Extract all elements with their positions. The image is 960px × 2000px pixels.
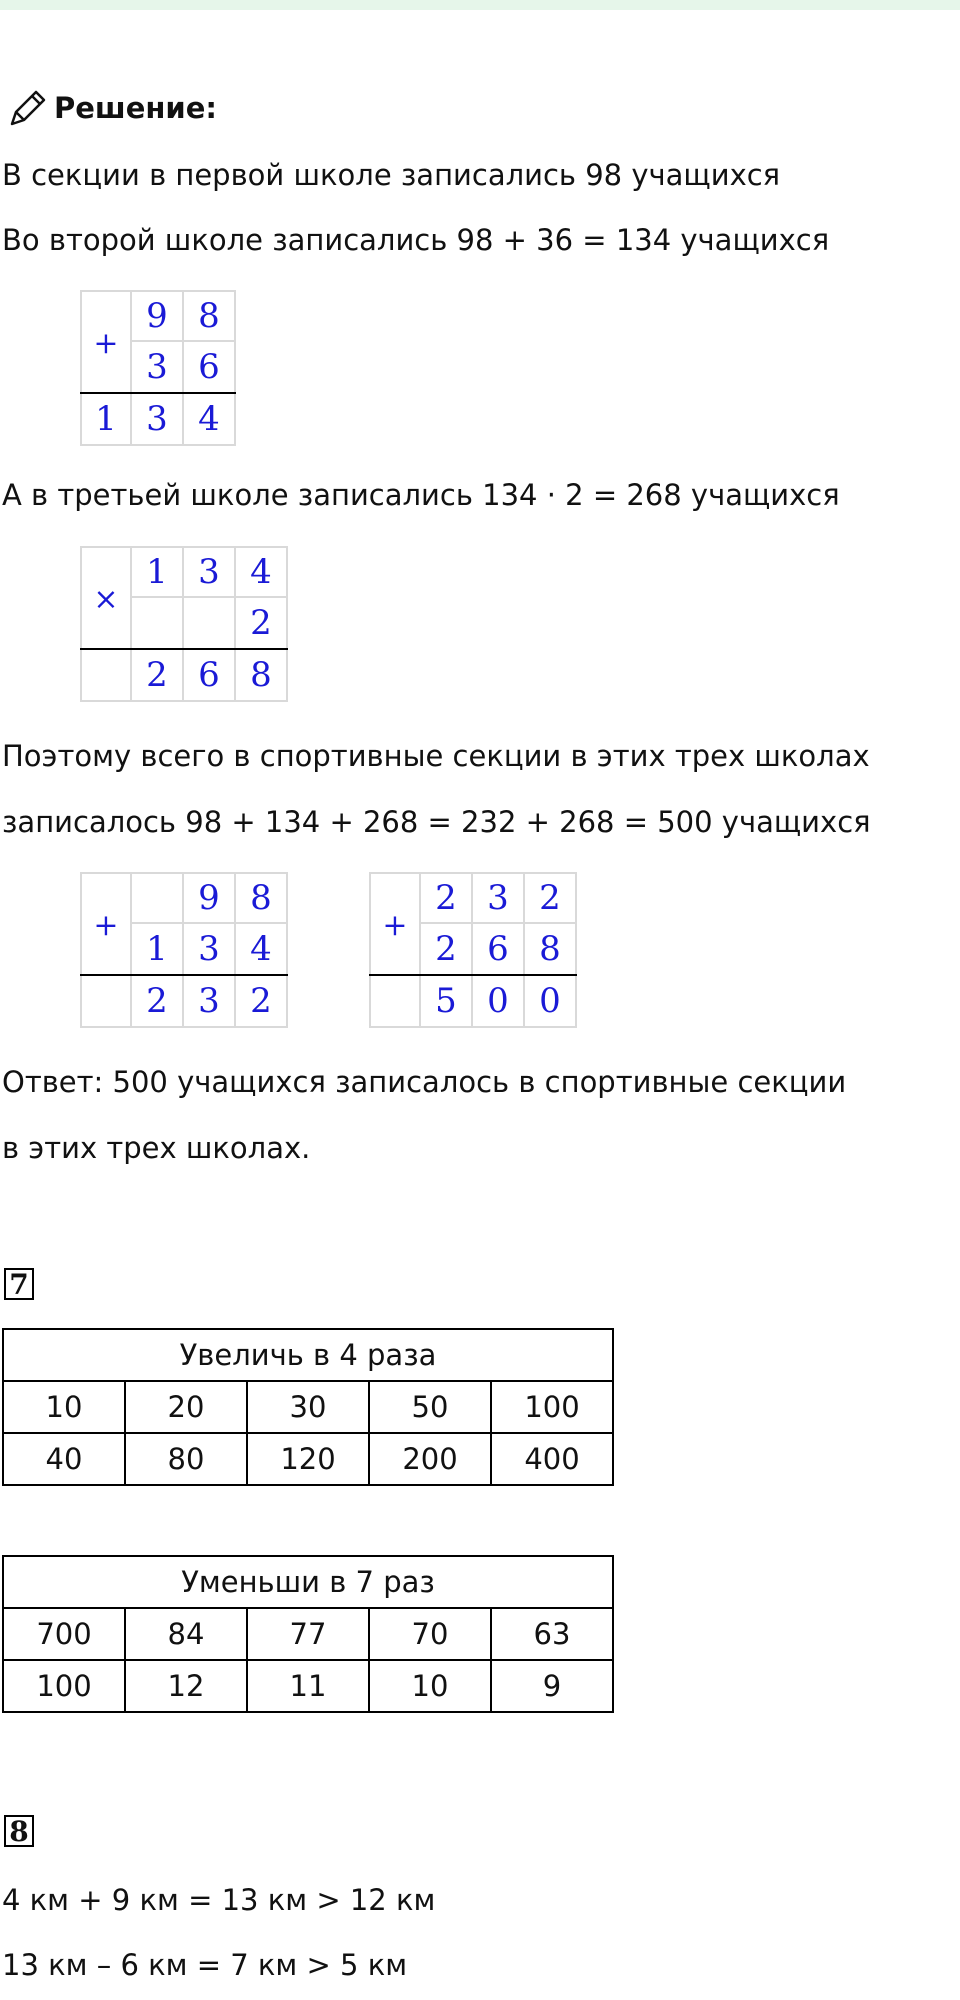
digit-cell: 8 <box>525 924 577 976</box>
table-cell: 77 <box>247 1608 369 1660</box>
table-cell: 80 <box>125 1433 247 1485</box>
table-row <box>3 1433 613 1485</box>
table-cell: 84 <box>125 1608 247 1660</box>
digit-cell: 4 <box>184 394 236 446</box>
table-row <box>3 1660 613 1712</box>
table-cell: 10 <box>3 1381 125 1433</box>
digit-cell: 1 <box>80 394 132 446</box>
digit-cell: 9 <box>184 872 236 924</box>
digit-cell: 1 <box>132 924 184 976</box>
digit-cell: 3 <box>132 342 184 394</box>
decrease-table <box>2 1555 614 1713</box>
table-cell: 20 <box>125 1381 247 1433</box>
digit-cell <box>369 976 421 1028</box>
text-line-4: Поэтому всего в спортивные секции в этих трех школах <box>2 739 870 773</box>
table-cell: 120 <box>247 1433 369 1485</box>
operator: + <box>80 872 132 976</box>
table-cell: 11 <box>247 1660 369 1712</box>
digit-cell: 2 <box>132 976 184 1028</box>
digit-cell: 1 <box>132 546 184 598</box>
table-cell: 700 <box>3 1608 125 1660</box>
digit-cell: 3 <box>473 872 525 924</box>
digit-cell: 4 <box>236 546 288 598</box>
text-line-5: записалось 98 + 134 + 268 = 232 + 268 = 500 учащихся <box>2 805 871 839</box>
table-cell: 70 <box>369 1608 491 1660</box>
table-cell: 63 <box>491 1608 613 1660</box>
table-row <box>3 1381 613 1433</box>
digit-cell <box>132 598 184 650</box>
digit-cell: 2 <box>236 976 288 1028</box>
operator: × <box>80 546 132 650</box>
digit-cell: 6 <box>473 924 525 976</box>
digit-cell: 9 <box>132 290 184 342</box>
task-7-number: 7 <box>4 1268 34 1300</box>
table-cell: 9 <box>491 1660 613 1712</box>
digit-cell <box>80 976 132 1028</box>
table-row <box>3 1608 613 1660</box>
digit-cell: 2 <box>525 872 577 924</box>
digit-cell <box>132 872 184 924</box>
digit-cell: 3 <box>184 924 236 976</box>
task-8-line-2: 13 км – 6 км = 7 км > 5 км <box>2 1948 408 1982</box>
table-cell: 50 <box>369 1381 491 1433</box>
digit-cell: 2 <box>132 650 184 702</box>
digit-cell: 3 <box>132 394 184 446</box>
digit-cell: 4 <box>236 924 288 976</box>
table-title: Увеличь в 4 раза <box>3 1329 613 1381</box>
digit-cell: 0 <box>525 976 577 1028</box>
solution-title: Решение: <box>54 91 218 125</box>
digit-cell: 2 <box>236 598 288 650</box>
table-cell: 100 <box>3 1660 125 1712</box>
text-line-2: Во второй школе записались 98 + 36 = 134 учащихся <box>2 223 830 257</box>
digit-cell <box>80 650 132 702</box>
table-cell: 12 <box>125 1660 247 1712</box>
table-title: Уменьши в 7 раз <box>3 1556 613 1608</box>
task-8-number: 8 <box>4 1815 34 1847</box>
digit-cell: 3 <box>184 976 236 1028</box>
text-line-3: А в третьей школе записались 134 · 2 = 268 учащихся <box>2 478 840 512</box>
answer-line-1: Ответ: 500 учащихся записалось в спортивные секции <box>2 1065 847 1099</box>
top-accent-bar <box>0 0 960 10</box>
text-line-1: В секции в первой школе записались 98 учащихся <box>2 158 781 192</box>
digit-cell: 0 <box>473 976 525 1028</box>
table-cell: 100 <box>491 1381 613 1433</box>
digit-cell: 6 <box>184 650 236 702</box>
increase-table <box>2 1328 614 1486</box>
digit-cell <box>184 598 236 650</box>
table-cell: 400 <box>491 1433 613 1485</box>
digit-cell: 2 <box>421 924 473 976</box>
operator: + <box>369 872 421 976</box>
digit-cell: 8 <box>236 872 288 924</box>
table-cell: 200 <box>369 1433 491 1485</box>
table-cell: 30 <box>247 1381 369 1433</box>
task-8-line-1: 4 км + 9 км = 13 км > 12 км <box>2 1883 436 1917</box>
table-cell: 10 <box>369 1660 491 1712</box>
table-cell: 40 <box>3 1433 125 1485</box>
digit-cell: 3 <box>184 546 236 598</box>
solution-heading <box>6 86 217 130</box>
digit-cell: 8 <box>236 650 288 702</box>
digit-cell: 6 <box>184 342 236 394</box>
answer-line-2: в этих трех школах. <box>2 1131 311 1165</box>
digit-cell: 5 <box>421 976 473 1028</box>
digit-cell: 2 <box>421 872 473 924</box>
pencil-icon <box>6 86 50 130</box>
operator: + <box>80 290 132 394</box>
digit-cell: 8 <box>184 290 236 342</box>
